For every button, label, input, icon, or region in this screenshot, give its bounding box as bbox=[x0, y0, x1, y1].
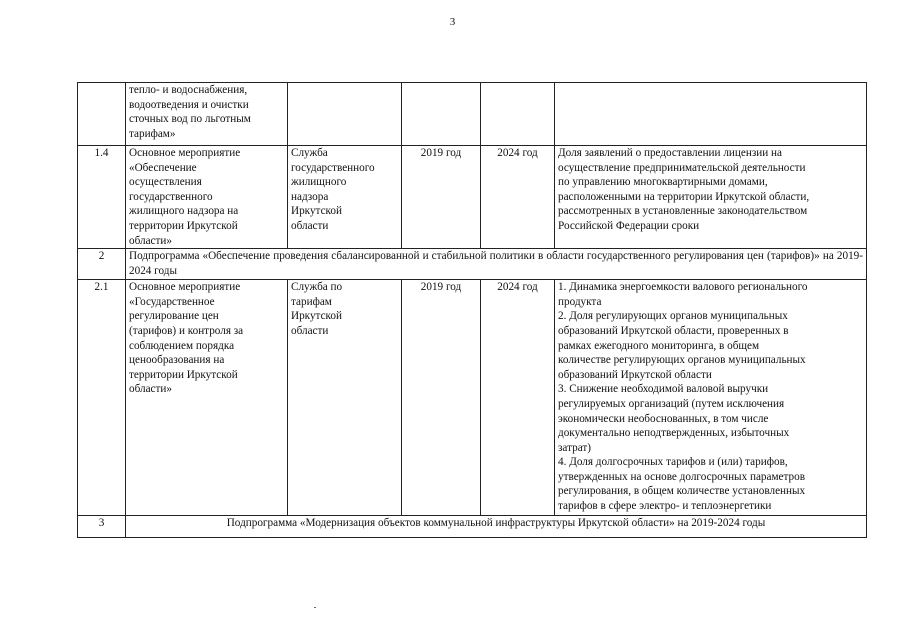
row-number-cell: 1.4 bbox=[78, 146, 126, 249]
event-text: Основное мероприятие «Государственное регулирование цен (тарифов) и контроля за соблюдением порядка ценообразования на территории Иркутской области» bbox=[129, 281, 244, 396]
event-text: тепло- и водоснабжения, водоотведения и очистки сточных вод по льготным тарифам» bbox=[129, 84, 251, 140]
table-row bbox=[78, 280, 867, 516]
scan-speck bbox=[314, 607, 316, 608]
event-cell bbox=[126, 146, 288, 249]
end-year-cell: 2024 год bbox=[481, 146, 555, 249]
start-year-cell: 2019 год bbox=[402, 146, 481, 249]
end-year-cell: 2024 год bbox=[481, 280, 555, 516]
page-number: 3 bbox=[449, 16, 456, 28]
subprogram-row bbox=[78, 249, 867, 280]
executor-cell bbox=[288, 146, 402, 249]
event-text: Основное мероприятие «Обеспечение осуществления государственного жилищного надзора на территории Иркутской области» bbox=[129, 147, 241, 247]
row-number-cell: 2 bbox=[78, 249, 126, 280]
indicator-text: Доля заявлений о предоставлении лицензии на осуществление предпринимательской деятельности по управлению многоквартирными домами, расположенными на территории Иркутской области, рассмотренных в установленные законодательством Российской Федерации сроки bbox=[558, 147, 810, 232]
event-cell bbox=[126, 280, 288, 516]
start-year-cell bbox=[402, 83, 481, 146]
indicator-cell bbox=[555, 83, 867, 146]
table-row bbox=[78, 83, 867, 146]
indicator-cell bbox=[555, 146, 867, 249]
end-year-cell bbox=[481, 83, 555, 146]
row-number-cell: 3 bbox=[78, 516, 126, 538]
executor-cell bbox=[288, 280, 402, 516]
executor-text: Служба по тарифам Иркутской области bbox=[291, 281, 343, 337]
subprogram-title: Подпрограмма «Модернизация объектов коммунальной инфраструктуры Иркутской области» на 2019-2024 годы bbox=[126, 516, 867, 538]
indicator-text: 1. Динамика энергоемкости валового регионального продукта 2. Доля регулирующих органов муниципальных образований Иркутской области, проверенных в рамках ежегодного мониторинга, в общем количестве регулирующих органов муниципальных образований Иркутской области 3. Снижение необходимой валовой выручки регулируемых организаций (путем исключения экономически необоснованных, в том числе документально неподтвержденных, избыточных затрат) 4. Доля долгосрочных тарифов и (или) тарифов, утвержденных на основе долгосрочных параметров регулирования, в общем количестве установленных тарифов в сфере электро- и теплоэнергетики bbox=[558, 281, 808, 513]
executor-text: Служба государственного жилищного надзора Иркутской области bbox=[291, 147, 375, 232]
table-row bbox=[78, 146, 867, 249]
executor-cell bbox=[288, 83, 402, 146]
program-events-table bbox=[77, 82, 867, 538]
indicator-cell bbox=[555, 280, 867, 516]
event-cell bbox=[126, 83, 288, 146]
subprogram-title: Подпрограмма «Обеспечение проведения сбалансированной и стабильной политики в области государственного регулирования цен (тарифов)» на 2019-2024 годы bbox=[126, 249, 867, 280]
start-year-cell: 2019 год bbox=[402, 280, 481, 516]
subprogram-row bbox=[78, 516, 867, 538]
row-number-cell bbox=[78, 83, 126, 146]
row-number-cell: 2.1 bbox=[78, 280, 126, 516]
